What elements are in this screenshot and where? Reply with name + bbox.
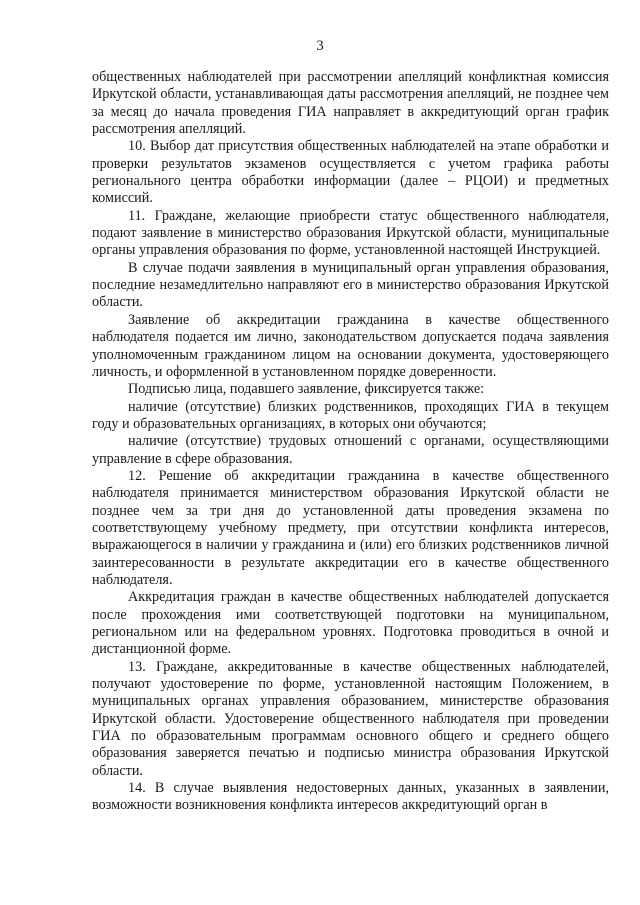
paragraph-application-in-person: Заявление об аккредитации гражданина в качестве общественного наблюдателя подается им лично, законодательством допускается подача заявления уполномоченным гражданином лицом на основании документа, удостоверяющего личность, и оформленной в установленном порядке доверенности. (92, 311, 609, 380)
paragraph-municipal-submission: В случае подачи заявления в муниципальный орган управления образования, последние незамедлительно направляют его в министерство образования Иркутской области. (92, 259, 609, 311)
paragraph-12-decision: 12. Решение об аккредитации гражданина в качестве общественного наблюдателя принимается министерством образования Иркутской области не позднее чем за три дня до установленной даты проведения экзамена по соответствующему учебному предмету, при отсутствии конфликта интересов, выражающегося в наличии у гражданина и (или) его близких родственников личной заинтересованности в результате аккредитации его в качестве общественного наблюдателя. (92, 467, 609, 588)
document-body (92, 69, 609, 815)
paragraph-13-certificate: 13. Граждане, аккредитованные в качестве общественных наблюдателей, получают удостоверение по форме, установленной настоящим Положением, в муниципальных органах управления образованием, министерстве образования Иркутской области. Удостоверение общественного наблюдателя при проведении ГИА по образовательным программам основного общего и среднего общего образования заверяется печатью и подписью министра образования Иркутской области. (92, 658, 609, 779)
paragraph-11-application: 11. Граждане, желающие приобрести статус общественного наблюдателя, подают заявление в министерство образования Иркутской области, муниципальные органы управления образования по форме, установленной настоящей Инструкцией. (92, 207, 609, 259)
paragraph-10-review-dates: 10. Выбор дат присутствия общественных наблюдателей на этапе обработки и проверки результатов экзаменов осуществляется с учетом графика работы регионального центра обработки информации (далее – РЦОИ) и предметных комиссий. (92, 138, 609, 207)
paragraph-training: Аккредитация граждан в качестве общественных наблюдателей допускается после прохождения ими соответствующей подготовки на муниципальном, региональном или на федеральном уровнях. Подготовка проводиться в очной и дистанционной форме. (92, 589, 609, 658)
paragraph-continuation: общественных наблюдателей при рассмотрении апелляций конфликтная комиссия Иркутской области, устанавливающая даты рассмотрения апелляций, не позднее чем за месяц до начала проведения ГИА направляет в аккредитующий орган график рассмотрения апелляций. (92, 69, 609, 138)
paragraph-signature-records: Подписью лица, подавшего заявление, фиксируется также: (128, 381, 485, 398)
paragraph-relatives: наличие (отсутствие) близких родственников, проходящих ГИА в текущем году и образовательных организациях, в которых они обучаются; (92, 398, 609, 432)
paragraph-employment: наличие (отсутствие) трудовых отношений с органами, осуществляющими управление в сфере образования. (92, 433, 609, 467)
page-number: 3 (316, 38, 324, 54)
paragraph-14-invalid-data: 14. В случае выявления недостоверных данных, указанных в заявлении, возможности возникновения конфликта интересов аккредитующий орган в (92, 780, 609, 814)
